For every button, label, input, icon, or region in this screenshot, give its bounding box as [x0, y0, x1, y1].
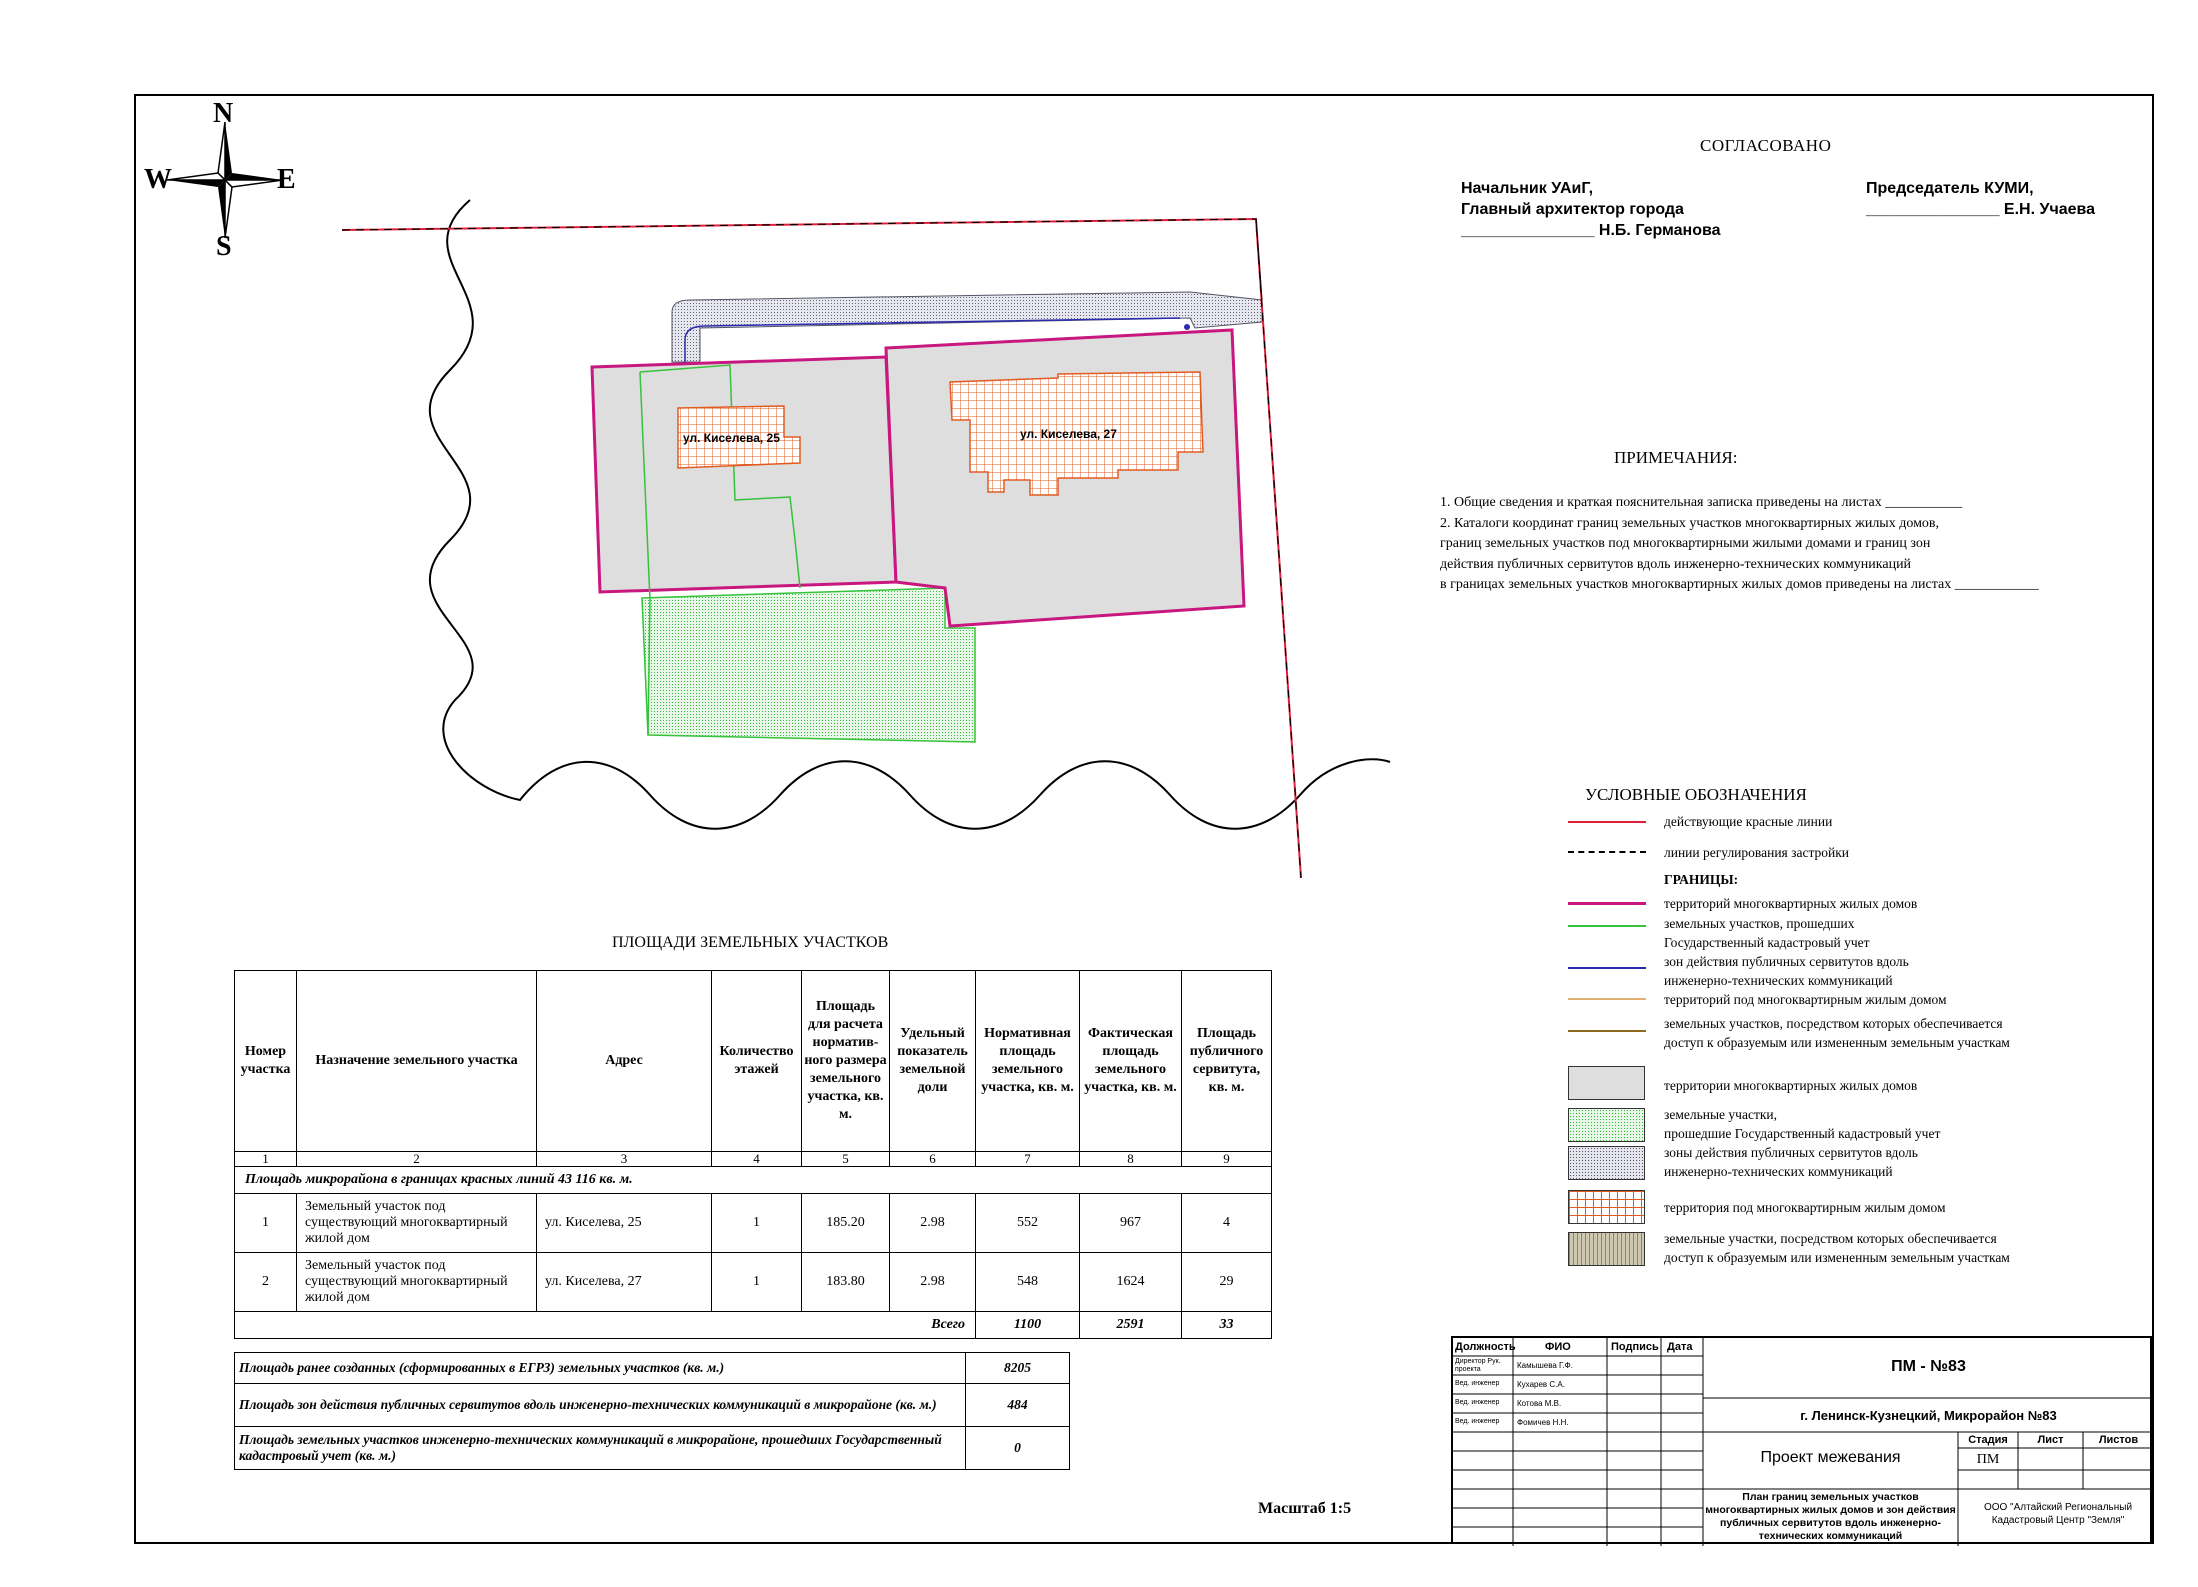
cell-ratio: 2.98: [890, 1194, 976, 1253]
stamp-p1: Директор Рук. проекта: [1455, 1358, 1501, 1373]
cell-num: 1: [235, 1194, 297, 1253]
legend-f2a: земельные участки,: [1664, 1107, 1777, 1122]
th-ratio: Удельный показатель земельной доли: [890, 971, 976, 1152]
legend-b3b: инженерно-технических коммуникаций: [1664, 973, 1893, 988]
legend-dashed-line-label: линии регулирования застройки: [1664, 845, 1850, 860]
legend-green-fill: [1568, 1108, 1645, 1142]
cell-norm-area: 552: [976, 1194, 1080, 1253]
legend-f1: территории многоквартирных жилых домов: [1664, 1078, 1918, 1093]
legend-dotted-fill: [1568, 1146, 1645, 1180]
compass-south: S: [216, 231, 232, 262]
table-header-row: [235, 971, 1272, 1152]
table-row: [235, 1194, 1272, 1253]
summary-label: Площадь земельных участков инженерно-технических коммуникаций в микрорайоне, прошедших Государственный кадастровый учет (кв. м.): [235, 1427, 966, 1470]
th-address: Адрес: [537, 971, 712, 1152]
total-row: [235, 1312, 1272, 1339]
summary-value: 0: [966, 1427, 1070, 1470]
summary-row: [235, 1353, 1070, 1384]
legend-b2: [1664, 914, 2104, 952]
label-kiseleva-25: ул. Киселева, 25: [683, 431, 780, 445]
legend-blue-line: [1568, 967, 1646, 969]
legend-b2b: Государственный кадастровый учет: [1664, 935, 1870, 950]
legend-b1: территорий многоквартирных жилых домов: [1664, 896, 1918, 911]
stamp-n4: Фомичев Н.Н.: [1517, 1418, 1569, 1427]
th-servitude: Площадь публичного сервитута, кв. м.: [1182, 971, 1272, 1152]
stamp-stage: ПМ: [1976, 1452, 2000, 1467]
title-block: [1451, 1336, 2152, 1544]
note-line: в границах земельных участков многоквартирных жилых домов приведены на листах ____________: [1440, 577, 2039, 592]
summary-value: 484: [966, 1384, 1070, 1427]
stamp-sheet-title: План границ земельных участков многоквартирных жилых домов и зон действия публичных сервитутов вдоль инженерно-технических коммуникаций: [1705, 1491, 1956, 1542]
cell-fact-area: 1624: [1080, 1253, 1182, 1312]
stamp-code: ПМ - №83: [1891, 1358, 1966, 1375]
cell-servitude: 29: [1182, 1253, 1272, 1312]
legend-f5a: земельные участки, посредством которых обеспечивается: [1664, 1231, 1997, 1246]
legend-dashed-line: [1568, 851, 1646, 853]
cell-servitude: 4: [1182, 1194, 1272, 1253]
summary-row: [235, 1384, 1070, 1427]
compass-north: N: [213, 98, 234, 129]
scale-label: Масштаб 1:5: [1258, 1500, 1352, 1517]
total-servitude: 33: [1182, 1312, 1272, 1339]
col-num: 6: [890, 1152, 976, 1167]
stamp-stage-header: Стадия: [1968, 1434, 2008, 1446]
approval-right-line1: Председатель КУМИ,: [1866, 180, 2034, 197]
stamp-n3: Котова М.В.: [1517, 1399, 1562, 1408]
stamp-sheets-header: Листов: [2098, 1434, 2139, 1446]
approval-left-line3: _______________ Н.Б. Германова: [1461, 222, 1721, 239]
col-num: 3: [537, 1152, 712, 1167]
legend-b3a: зон действия публичных сервитутов вдоль: [1664, 954, 1909, 969]
total-norm: 1100: [976, 1312, 1080, 1339]
stamp-project: Проект межевания: [1760, 1449, 1901, 1466]
cell-num: 2: [235, 1253, 297, 1312]
stamp-h-sign: Подпись: [1611, 1341, 1659, 1353]
summary-label: Площадь ранее созданных (сформированных в ЕГРЗ) земельных участков (кв. м.): [235, 1353, 966, 1384]
legend-b5b: доступ к образуемым или измененным земельным участкам: [1664, 1035, 2010, 1050]
total-label: Всего: [235, 1312, 976, 1339]
stamp-n2: Кухарев С.А.: [1517, 1380, 1565, 1389]
cell-purpose: Земельный участок под существующий многоквартирный жилой дом: [297, 1253, 537, 1312]
cell-calc-area: 183.80: [802, 1253, 890, 1312]
column-number-row: [235, 1152, 1272, 1167]
stamp-p3: Вед. инженер: [1455, 1399, 1500, 1406]
legend-b2a: земельных участков, прошедших: [1664, 916, 1855, 931]
summary-label: Площадь зон действия публичных сервитутов вдоль инженерно-технических коммуникаций в микрорайоне (кв. м.): [235, 1384, 966, 1427]
legend-f4: территория под многоквартирным жилым домом: [1664, 1200, 1946, 1215]
legend-f3a: зоны действия публичных сервитутов вдоль: [1664, 1145, 1918, 1160]
note-line: границ земельных участков под многоквартирными жилыми домами и границ зон: [1440, 536, 1931, 551]
legend-f3: [1664, 1143, 2104, 1181]
legend-borders-header: ГРАНИЦЫ:: [1664, 872, 1739, 887]
col-num: 8: [1080, 1152, 1182, 1167]
legend-brown-fill: [1568, 1232, 1645, 1266]
table-row: [235, 1253, 1272, 1312]
cell-purpose: Земельный участок под существующий многоквартирный жилой дом: [297, 1194, 537, 1253]
stamp-h-position: Должность: [1455, 1341, 1516, 1353]
th-number: Номер участка: [235, 971, 297, 1152]
legend-orange-grid-fill: [1568, 1190, 1645, 1224]
col-num: 5: [802, 1152, 890, 1167]
approval-left-line1: Начальник УАиГ,: [1461, 180, 1594, 197]
stamp-p2: Вед. инженер: [1455, 1380, 1500, 1387]
stamp-h-date: Дата: [1667, 1341, 1693, 1353]
cell-address: ул. Киселева, 25: [537, 1194, 712, 1253]
table-title: ПЛОЩАДИ ЗЕМЕЛЬНЫХ УЧАСТКОВ: [612, 934, 889, 951]
legend-red-line: [1568, 821, 1646, 823]
areas-table: [234, 970, 1272, 1339]
summary-table: [234, 1352, 1070, 1470]
cell-floors: 1: [712, 1194, 802, 1253]
col-num: 2: [297, 1152, 537, 1167]
notes-title: ПРИМЕЧАНИЯ:: [1614, 448, 1738, 467]
legend-magenta-line: [1568, 902, 1646, 905]
summary-row: [235, 1427, 1070, 1470]
stamp-p4: Вед. инженер: [1455, 1418, 1500, 1425]
stamp-n1: Камышева Г.Ф.: [1517, 1361, 1573, 1370]
total-fact: 2591: [1080, 1312, 1182, 1339]
stamp-h-name: ФИО: [1545, 1341, 1571, 1353]
legend-title: УСЛОВНЫЕ ОБОЗНАЧЕНИЯ: [1585, 785, 1807, 804]
note-line: действия публичных сервитутов вдоль инженерно-технических коммуникаций: [1440, 556, 1912, 572]
col-num: 1: [235, 1152, 297, 1167]
legend-b4: территорий под многоквартирным жилым домом: [1664, 992, 1947, 1007]
col-num: 9: [1182, 1152, 1272, 1167]
summary-value: 8205: [966, 1353, 1070, 1384]
cell-fact-area: 967: [1080, 1194, 1182, 1253]
legend-grey-fill: [1568, 1066, 1645, 1100]
approval-title: СОГЛАСОВАНО: [1700, 136, 1832, 155]
legend-f3b: инженерно-технических коммуникаций: [1664, 1164, 1893, 1179]
th-purpose: Назначение земельного участка: [297, 971, 537, 1152]
microdistrict-row: [235, 1167, 1272, 1194]
cell-address: ул. Киселева, 27: [537, 1253, 712, 1312]
microdistrict-area: Площадь микрорайона в границах красных линий 43 116 кв. м.: [235, 1167, 1272, 1194]
th-floors: Количество этажей: [712, 971, 802, 1152]
legend-f2: [1664, 1105, 2104, 1143]
label-kiseleva-27: ул. Киселева, 27: [1020, 427, 1117, 441]
note-line: 1. Общие сведения и краткая пояснительная записка приведены на листах ___________: [1440, 495, 1963, 510]
stamp-organization: ООО "Алтайский Региональный Кадастровый Центр "Земля": [1983, 1502, 2133, 1526]
col-num: 4: [712, 1152, 802, 1167]
legend-b5: [1664, 1014, 2104, 1052]
compass-west: W: [144, 164, 172, 195]
th-calc-area: Площадь для расчета норматив-ного размера земельного участка, кв. м.: [802, 971, 890, 1152]
legend-f5b: доступ к образуемым или измененным земельным участкам: [1664, 1250, 2010, 1265]
legend-f5: [1664, 1229, 2104, 1267]
legend-orange-line: [1568, 998, 1646, 1000]
col-num: 7: [976, 1152, 1080, 1167]
stamp-sheet-header: Лист: [2037, 1434, 2064, 1446]
th-norm-area: Нормативная площадь земельного участка, кв. м.: [976, 971, 1080, 1152]
legend-b5a: земельных участков, посредством которых обеспечивается: [1664, 1016, 2003, 1031]
cell-norm-area: 548: [976, 1253, 1080, 1312]
approval-left-line2: Главный архитектор города: [1461, 201, 1684, 218]
notes-list: [1440, 493, 2140, 596]
cell-calc-area: 185.20: [802, 1194, 890, 1253]
compass-east: E: [277, 164, 296, 195]
approval-right-line2: _______________ Е.Н. Учаева: [1866, 201, 2096, 218]
note-line: 2. Каталоги координат границ земельных участков многоквартирных жилых домов,: [1440, 515, 1940, 531]
th-fact-area: Фактическая площадь земельного участка, кв. м.: [1080, 971, 1182, 1152]
cell-ratio: 2.98: [890, 1253, 976, 1312]
cell-floors: 1: [712, 1253, 802, 1312]
legend-brown-line: [1568, 1030, 1646, 1032]
legend-green-line: [1568, 925, 1646, 927]
legend-red-line-label: действующие красные линии: [1664, 814, 1833, 829]
legend-f2b: прошедшие Государственный кадастровый учет: [1664, 1126, 1941, 1141]
legend-b3: [1664, 952, 2104, 990]
stamp-location: г. Ленинск-Кузнецкий, Микрорайон №83: [1800, 1408, 2057, 1423]
